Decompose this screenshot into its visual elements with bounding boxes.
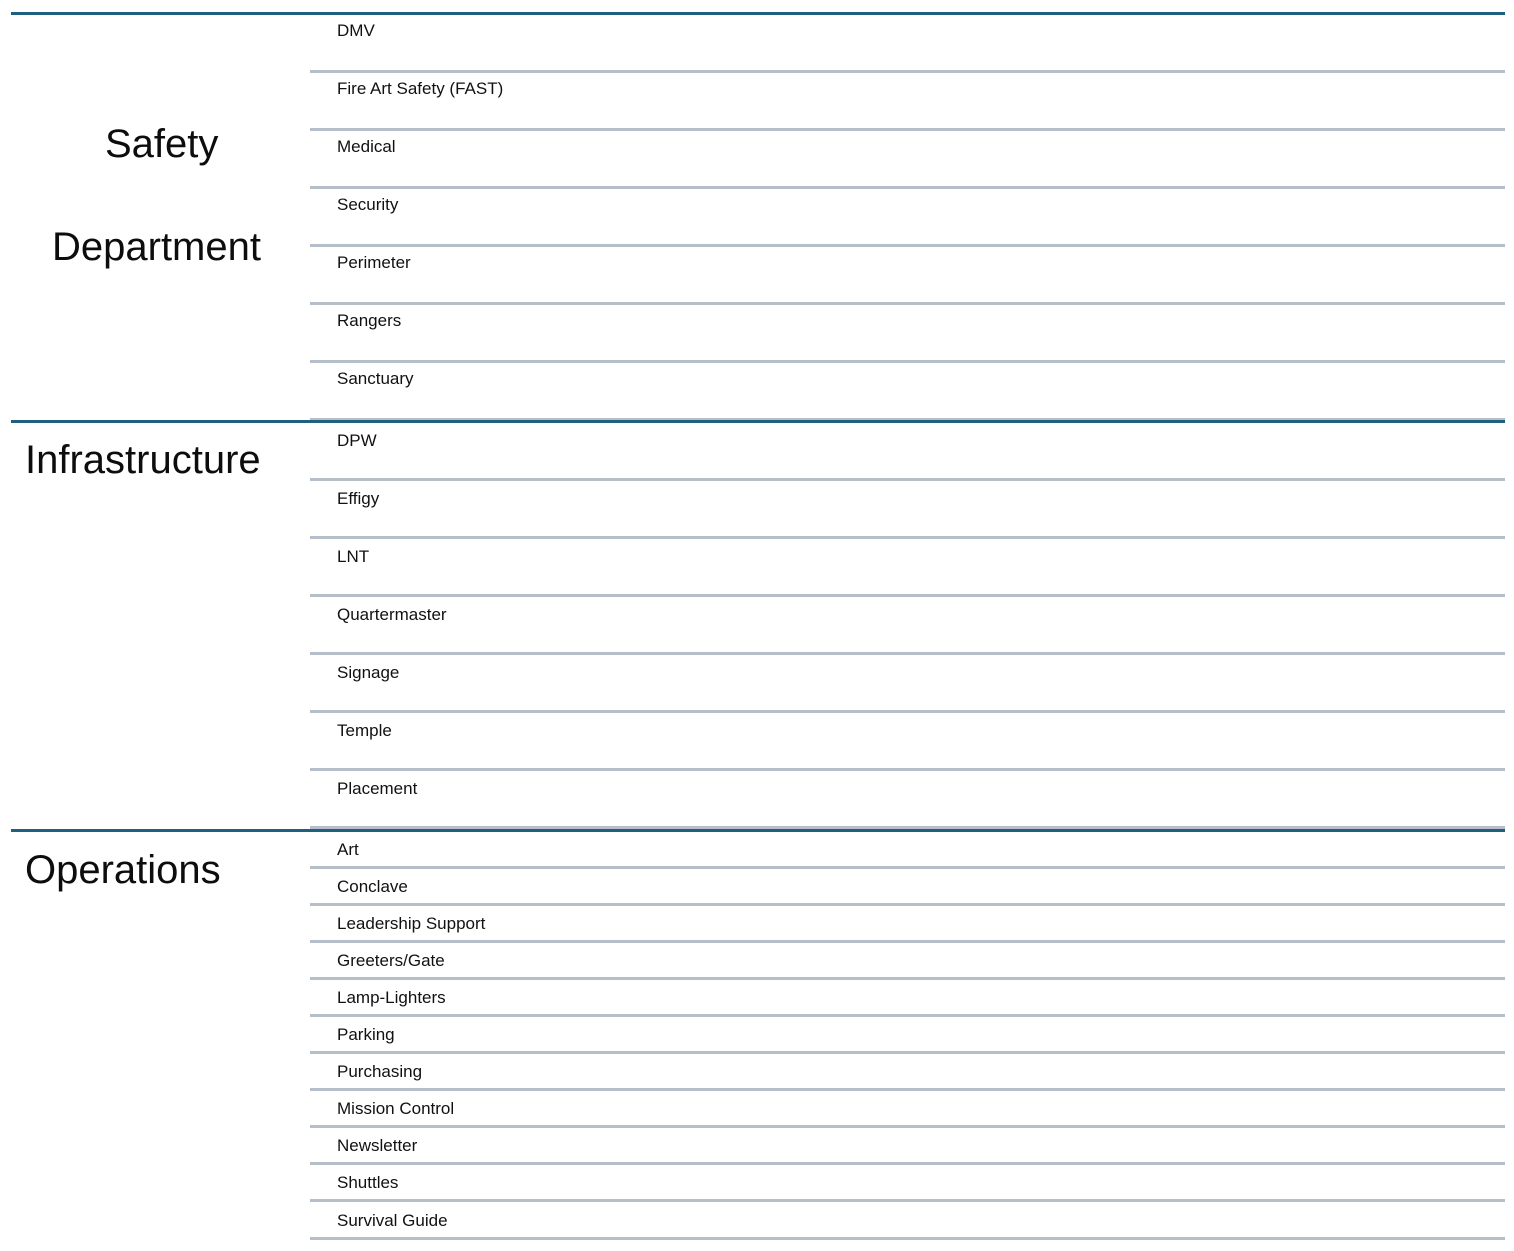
item-label: Leadership Support [337, 914, 486, 933]
list-item [310, 597, 1505, 655]
list-item [310, 943, 1505, 980]
item-label: Medical [337, 137, 396, 156]
section-infrastructure [0, 420, 1514, 833]
item-list [310, 15, 1505, 421]
list-item [310, 189, 1505, 247]
list-item [310, 363, 1505, 421]
item-label: Quartermaster [337, 605, 447, 624]
list-item [310, 481, 1505, 539]
item-label: Rangers [337, 311, 402, 330]
item-label: DPW [337, 431, 377, 450]
list-item [310, 1128, 1505, 1165]
list-item [310, 1054, 1505, 1091]
list-item [310, 906, 1505, 943]
item-label: Art [337, 840, 359, 859]
item-label: DMV [337, 21, 375, 40]
section-safety [0, 0, 1514, 422]
item-label: Mission Control [337, 1099, 455, 1118]
item-label: Shuttles [337, 1173, 399, 1192]
item-label: Security [337, 195, 399, 214]
item-label: Conclave [337, 877, 408, 896]
item-label: Effigy [337, 489, 380, 508]
item-label: LNT [337, 547, 370, 566]
item-label: Survival Guide [337, 1211, 448, 1230]
list-item [310, 15, 1505, 73]
item-label: Temple [337, 721, 392, 740]
item-label: Placement [337, 779, 418, 798]
item-label: Purchasing [337, 1062, 423, 1081]
list-item [310, 1091, 1505, 1128]
item-list [310, 832, 1505, 1240]
item-label: Sanctuary [337, 369, 414, 388]
list-item [310, 73, 1505, 131]
list-item [310, 713, 1505, 771]
list-item [310, 305, 1505, 363]
list-item [310, 771, 1505, 829]
item-label: Signage [337, 663, 400, 682]
section-title-line: Safety [105, 122, 219, 166]
list-item [310, 1017, 1505, 1054]
section-title-line: Operations [25, 848, 221, 892]
list-item [310, 869, 1505, 906]
list-item [310, 655, 1505, 713]
list-item [310, 247, 1505, 305]
list-item [310, 832, 1505, 869]
list-item [310, 423, 1505, 481]
list-item [310, 1202, 1505, 1240]
item-label: Newsletter [337, 1136, 418, 1155]
item-label: Perimeter [337, 253, 411, 272]
item-label: Fire Art Safety (FAST) [337, 79, 504, 98]
section-operations [0, 829, 1514, 1249]
item-label: Lamp-Lighters [337, 988, 446, 1007]
item-list [310, 423, 1505, 829]
item-label: Parking [337, 1025, 395, 1044]
item-label: Greeters/Gate [337, 951, 445, 970]
list-item [310, 1165, 1505, 1202]
list-item [310, 539, 1505, 597]
list-item [310, 980, 1505, 1017]
section-title-line: Department [52, 225, 261, 269]
section-title-line: Infrastructure [25, 438, 261, 482]
list-item [310, 131, 1505, 189]
